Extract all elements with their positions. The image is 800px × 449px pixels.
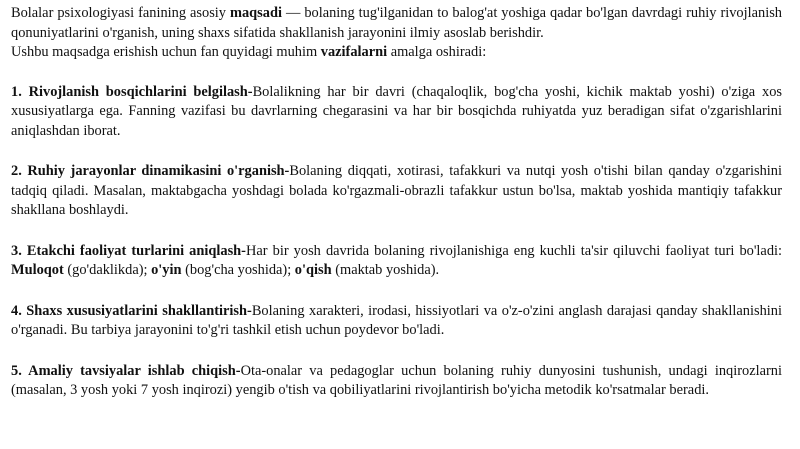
keyword-maqsadi: maqsadi [229, 5, 282, 21]
task-title-2: 2. Ruhiy jarayonlar dinamikasini o'rganish- [11, 163, 290, 179]
task-item-1 [11, 83, 782, 142]
intro-text-1: Bolalar psixologiyasi fanining asosiy [11, 5, 230, 21]
task-title-3: 3. Etakchi faoliyat turlarini aniqlash- [11, 242, 246, 259]
task-title-4: 4. Shaxs xususiyatlarini shakllantirish- [11, 302, 252, 319]
task-text-3a: Har bir yosh davrida bolaning rivojlanishiga eng kuchli ta'sir qiluvchi faoliyat turi bo'ladi: [245, 242, 783, 259]
task-text-2: Bolaning diqqati, xotirasi, tafakkuri va nutqi yosh o'tishi bilan qanday o'zgarishini tadqiq qiladi. Masalan, maktabgacha yoshdagi bolada ko'rgazmali-obrazli tafakkur ustun bo'lsa, maktab yoshida mantiqiy tafakkur shakllana boshlaydi. [11, 163, 782, 218]
task-text-1: Bolalikning har bir davri (chaqaloqlik, bog'cha yoshi, kichik maktab yoshi) o'ziga xos xususiyatlarga ega. Fanning vazifasi bu davrlarning chegarasini va har bir bosqichda ruhiyatda yuz beradigan sifat o'zgarishlarini aniqlashdan iborat. [11, 83, 782, 139]
task-text-3b: (go'daklikda); [63, 262, 152, 278]
keyword-vazifalarni: vazifalarni [320, 44, 388, 60]
keyword-muloqot: Muloqot [11, 262, 64, 278]
task-item-3 [11, 242, 782, 281]
task-text-3c: (bog'cha yoshida); [181, 262, 295, 278]
task-item-4 [11, 302, 782, 341]
task-item-2 [11, 162, 782, 221]
task-text-5: Ota-onalar va pedagoglar uchun bolaning ruhiy dunyosini tushunish, undagi inqirozlarni (masalan, 3 yosh yoki 7 yosh inqirozi) yengib o'tish va qobiliyatlarini rivojlantirish bo'yicha metodik ko'rsatmalar beradi. [11, 362, 782, 398]
intro-text-2: — bolaning tug'ilganidan to balog'at yoshiga qadar bo'lgan davrdagi ruhiy rivojlanish qonuniyatlarini o'rganish, uning shaxs sifatida shakllanish jarayonini ilmiy asoslab berishdir. [11, 5, 782, 41]
task-title-5: 5. Amaliy tavsiyalar ishlab chiqish- [11, 362, 241, 379]
intro-text-3: Ushbu maqsadga erishish uchun fan quyidagi muhim [11, 44, 321, 60]
keyword-oqish: o'qish [294, 262, 332, 278]
task-item-5 [11, 362, 782, 401]
task-text-3d: (maktab yoshida). [331, 262, 440, 278]
intro-paragraph [11, 0, 782, 63]
intro-text-4: amalga oshiradi: [387, 44, 487, 60]
keyword-oyin: o'yin [151, 262, 182, 278]
task-title-1: 1. Rivojlanish bosqichlarini belgilash- [11, 83, 253, 100]
task-text-4: Bolaning xarakteri, irodasi, hissiyotlari va o'z-o'zini anglash darajasi qanday shakllanishini o'rganadi. Bu tarbiya jarayonini to'g'ri tashkil etish uchun poydevor bo'ladi. [11, 302, 782, 338]
